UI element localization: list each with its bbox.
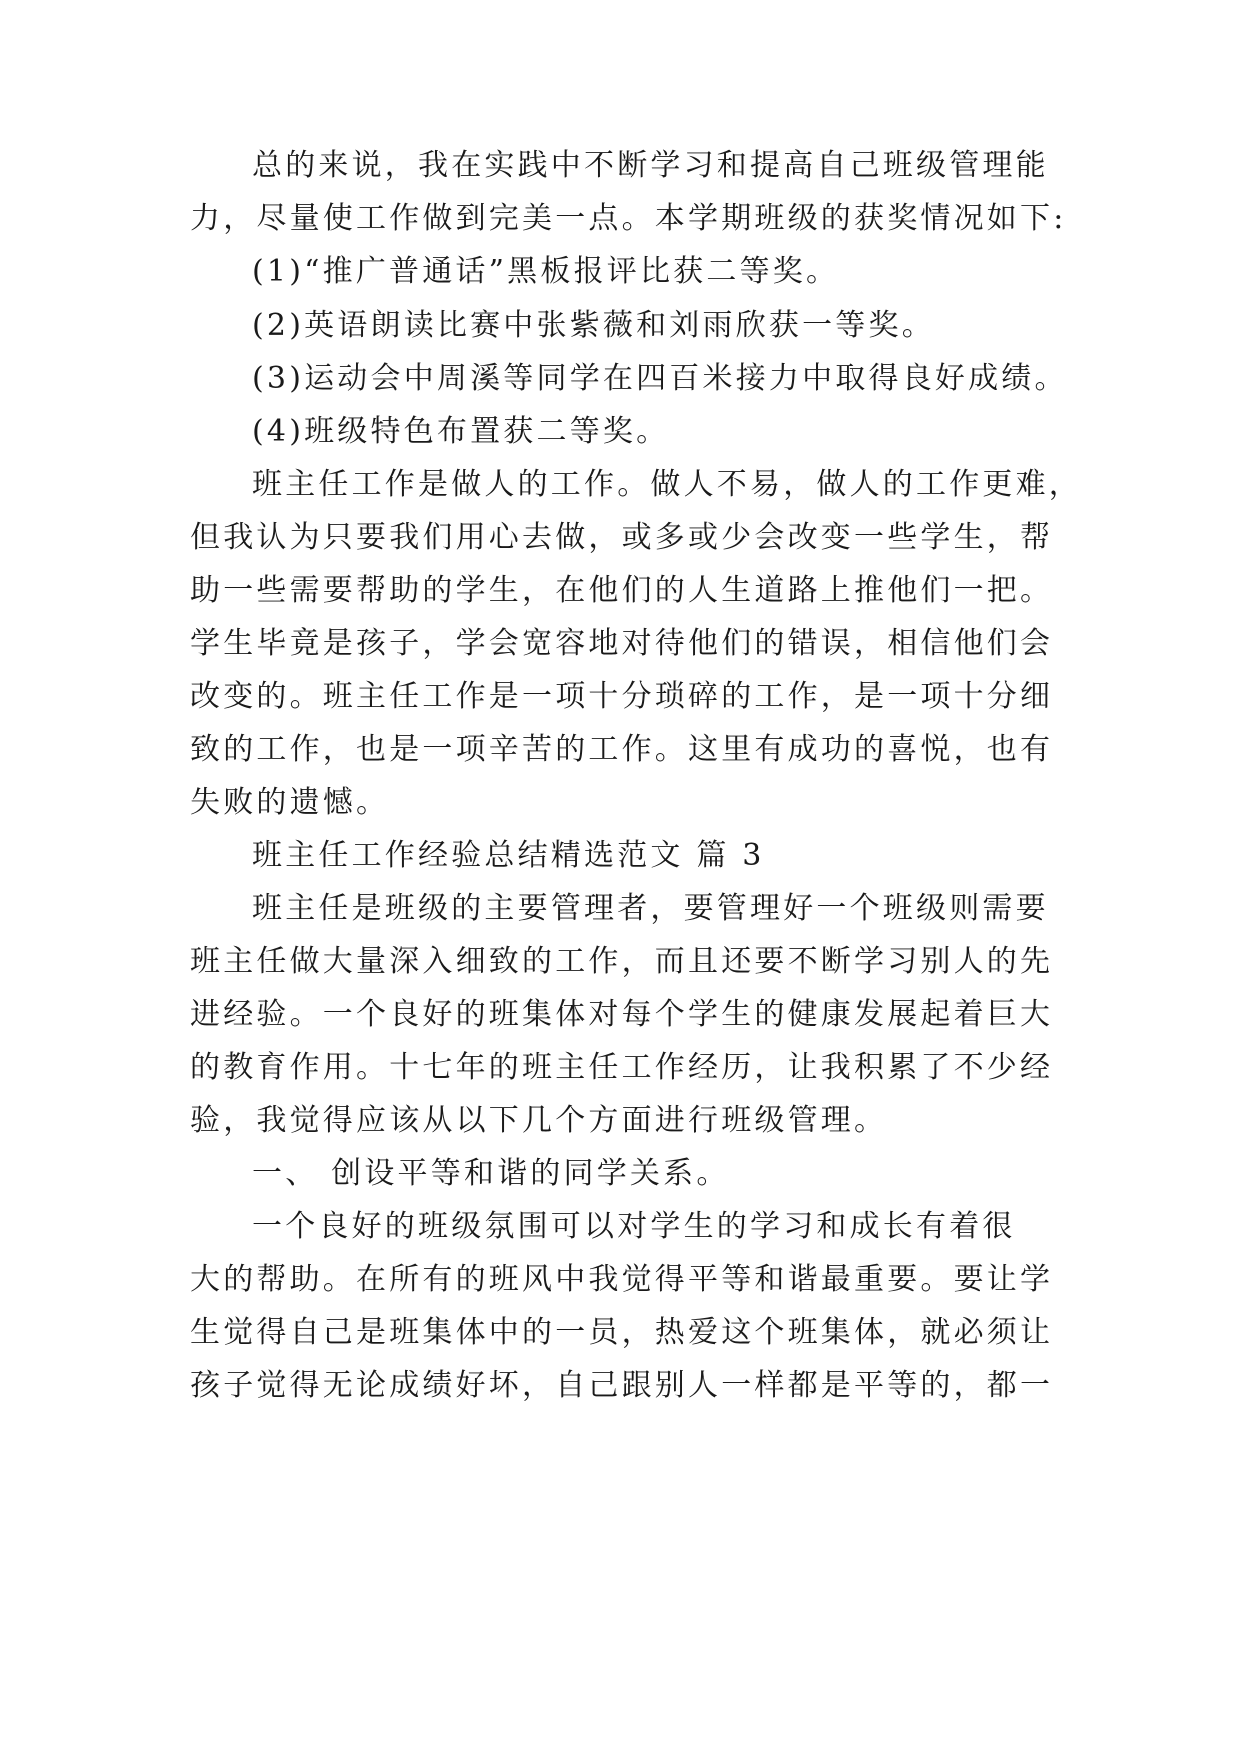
- paragraph-line: 学生毕竟是孩子，学会宽容地对待他们的错误，相信他们会: [190, 626, 1054, 661]
- list-item: (3)运动会中周溪等同学在四百米接力中取得良好成绩。: [252, 361, 1068, 396]
- paragraph-line: 改变的。班主任工作是一项十分琐碎的工作，是一项十分细: [190, 679, 1054, 714]
- list-item: (2)英语朗读比赛中张紫薇和刘雨欣获一等奖。: [252, 308, 935, 343]
- section-heading: 班主任工作经验总结精选范文 篇 3: [252, 838, 765, 873]
- list-item: (1)“推广普通话”黑板报评比获二等奖。: [252, 254, 840, 289]
- list-item: (4)班级特色布置获二等奖。: [252, 414, 670, 449]
- paragraph-line: 致的工作，也是一项辛苦的工作。这里有成功的喜悦，也有: [190, 732, 1054, 767]
- paragraph-line: 班主任工作是做人的工作。做人不易，做人的工作更难，: [252, 467, 1082, 502]
- paragraph-line: 班主任做大量深入细致的工作，而且还要不断学习别人的先: [190, 944, 1054, 979]
- paragraph-line: 的教育作用。十七年的班主任工作经历，让我积累了不少经: [190, 1050, 1054, 1085]
- paragraph-line: 生觉得自己是班集体中的一员，热爱这个班集体，就必须让: [190, 1315, 1054, 1350]
- paragraph-line: 一个良好的班级氛围可以对学生的学习和成长有着很: [252, 1209, 1016, 1244]
- paragraph-line: 力，尽量使工作做到完美一点。本学期班级的获奖情况如下:: [190, 201, 1067, 236]
- paragraph-line: 助一些需要帮助的学生，在他们的人生道路上推他们一把。: [190, 573, 1054, 608]
- paragraph-line: 总的来说，我在实践中不断学习和提高自己班级管理能: [252, 148, 1049, 183]
- paragraph-line: 验，我觉得应该从以下几个方面进行班级管理。: [190, 1103, 888, 1138]
- paragraph-line: 进经验。一个良好的班集体对每个学生的健康发展起着巨大: [190, 997, 1054, 1032]
- paragraph-line: 孩子觉得无论成绩好坏，自己跟别人一样都是平等的，都一: [190, 1368, 1054, 1403]
- paragraph-line: 班主任是班级的主要管理者，要管理好一个班级则需要: [252, 891, 1049, 926]
- paragraph-line: 大的帮助。在所有的班风中我觉得平等和谐最重要。要让学: [190, 1262, 1054, 1297]
- sub-heading: 一、 创设平等和谐的同学关系。: [252, 1156, 730, 1191]
- paragraph-line: 但我认为只要我们用心去做，或多或少会改变一些学生，帮: [190, 520, 1054, 555]
- paragraph-line: 失败的遗憾。: [190, 785, 390, 820]
